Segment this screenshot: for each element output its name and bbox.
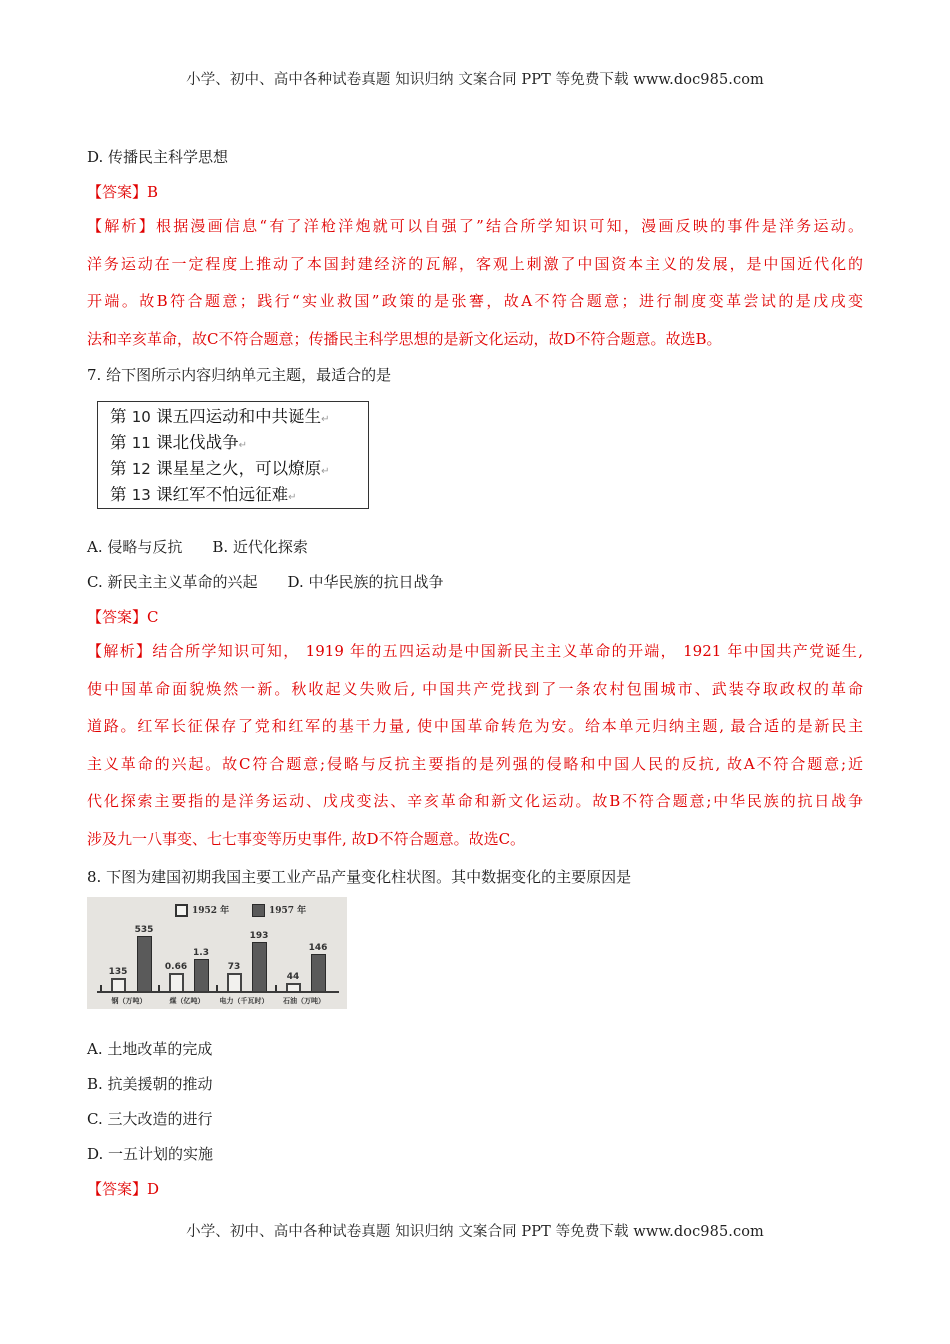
analysis-line: 使中国革命面貌焕然一新。秋收起义失败后, 中国共产党找到了一条农村包围城市、武装夺取政权的革命	[87, 679, 863, 698]
q8-option-a: A. 土地改革的完成	[87, 1040, 213, 1058]
q6-answer	[87, 182, 158, 202]
bar-steel-1952	[111, 978, 126, 992]
q7-options-row-2	[87, 572, 444, 592]
lesson-list-box	[97, 401, 369, 509]
return-mark-icon: ↵	[288, 492, 297, 503]
answer-tag: 【答案】	[87, 608, 148, 626]
analysis-line: 道路。红军长征保存了党和红军的基干力量, 使中国革命转危为安。给本单元归纳主题, 最合适的是新民主	[87, 717, 863, 736]
legend-swatch-1952	[175, 904, 188, 917]
lesson-item: 第 10 课五四运动和中共诞生↵	[110, 407, 330, 426]
q7-analysis	[87, 633, 863, 859]
value-label: 1.3	[193, 948, 209, 958]
bar-power-1952	[227, 973, 242, 992]
category-label: 电力（千瓦时）	[219, 997, 269, 1005]
industrial-output-bar-chart	[87, 897, 347, 1009]
lesson-item: 第 13 课红军不怕远征难↵	[110, 485, 297, 504]
value-label: 193	[249, 931, 269, 941]
bar-coal-1952	[169, 973, 184, 992]
analysis-tag: 【解析】	[87, 642, 153, 660]
q6-analysis	[87, 208, 863, 358]
q7-option-d: D. 中华民族的抗日战争	[287, 573, 444, 591]
answer-value: B	[147, 183, 159, 201]
bar-steel-1957	[137, 936, 152, 992]
answer-tag: 【答案】	[87, 1180, 148, 1198]
q7-options-row-1	[87, 537, 308, 557]
category-label: 石油（万吨）	[283, 997, 325, 1005]
lesson-item: 第 11 课北伐战争↵	[110, 433, 247, 452]
lesson-item: 第 12 课星星之火，可以燎原↵	[110, 459, 330, 478]
legend-item-1957: 1957 年	[252, 903, 306, 917]
bar-power-1957	[252, 942, 267, 992]
analysis-line: 代化探索主要指的是洋务运动、戊戌变法、辛亥革命和新文化运动。故B不符合题意;中华民族的抗日战争	[87, 792, 863, 811]
analysis-line: 主义革命的兴起。故C符合题意;侵略与反抗主要指的是列强的侵略和中国人民的反抗, 故A不符合题意;近	[87, 754, 863, 773]
page-footer: 小学、初中、高中各种试卷真题 知识归纳 文案合同 PPT 等免费下载 www.doc985.com	[186, 1224, 764, 1240]
q8-option-b: B. 抗美援朝的推动	[87, 1075, 213, 1093]
q8-answer	[87, 1179, 159, 1199]
category-label: 钢（万吨）	[111, 997, 147, 1005]
analysis-line: 洋务运动在一定程度上推动了本国封建经济的瓦解，客观上刺激了中国资本主义的发展，是中国近代化的	[87, 254, 863, 273]
bar-oil-1957	[311, 954, 326, 992]
value-label: 135	[108, 967, 128, 977]
value-label: 0.66	[164, 962, 188, 972]
return-mark-icon: ↵	[238, 440, 247, 451]
legend-swatch-1957	[252, 904, 265, 917]
analysis-tag: 【解析】	[87, 217, 156, 235]
q8-question: 8. 下图为建国初期我国主要工业产品产量变化柱状图。其中数据变化的主要原因是	[87, 868, 632, 886]
legend-item-1952: 1952 年	[175, 903, 229, 917]
page-header: 小学、初中、高中各种试卷真题 知识归纳 文案合同 PPT 等免费下载 www.doc985.com	[186, 72, 764, 88]
value-label: 535	[134, 925, 154, 935]
analysis-line: 开端。故B符合题意；践行“实业救国”政策的是张謇，故A不符合题意；进行制度变革尝试的是戊戌变	[87, 292, 863, 311]
q7-question: 7. 给下图所示内容归纳单元主题，最适合的是	[87, 366, 392, 384]
q7-option-b: B. 近代化探索	[212, 538, 308, 556]
q7-option-c: C. 新民主主义革命的兴起	[87, 573, 258, 591]
value-label: 44	[286, 972, 300, 982]
analysis-line: 【解析】结合所学知识可知， 1919 年的五四运动是中国新民主主义革命的开端， 1921 年中国共产党诞生,	[87, 642, 863, 660]
q6-option-d: D. 传播民主科学思想	[87, 148, 229, 166]
q8-option-c: C. 三大改造的进行	[87, 1110, 213, 1128]
analysis-line: 涉及九一八事变、七七事变等历史事件, 故D不符合题意。故选C。	[87, 829, 526, 848]
value-label: 73	[227, 962, 241, 972]
bar-coal-1957	[194, 959, 209, 992]
category-label: 煤（亿吨）	[169, 997, 205, 1005]
x-axis	[97, 991, 339, 993]
q7-option-a: A. 侵略与反抗	[87, 538, 183, 556]
answer-value: D	[147, 1180, 160, 1198]
analysis-line: 【解析】根据漫画信息“有了洋枪洋炮就可以自强了”结合所学知识可知，漫画反映的事件是洋务运动。	[87, 217, 863, 235]
answer-tag: 【答案】	[87, 183, 148, 201]
return-mark-icon: ↵	[321, 466, 330, 477]
value-label: 146	[308, 943, 328, 953]
return-mark-icon: ↵	[321, 414, 330, 425]
q8-option-d: D. 一五计划的实施	[87, 1145, 214, 1163]
q7-answer	[87, 607, 159, 627]
analysis-line: 法和辛亥革命，故C不符合题意；传播民主科学思想的是新文化运动，故D不符合题意。故选B。	[87, 329, 722, 348]
answer-value: C	[147, 608, 159, 626]
